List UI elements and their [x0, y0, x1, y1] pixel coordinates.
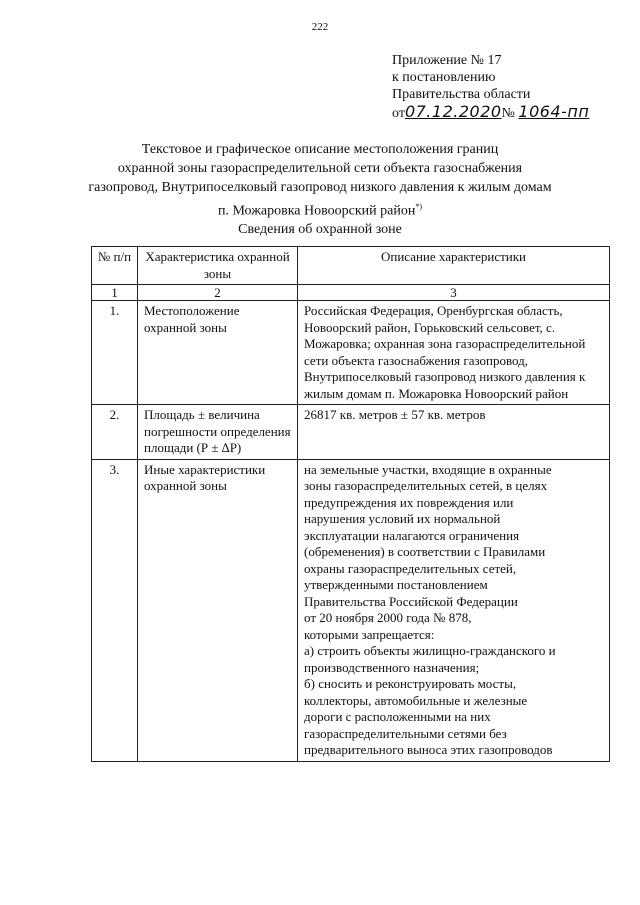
table-row: [92, 301, 610, 405]
desc-line: утвержденными постановлением: [304, 577, 488, 592]
table-row: [92, 405, 610, 460]
title-line-1: Текстовое и графическое описание местоположения границ: [141, 142, 499, 157]
index-cell-1: 1: [92, 285, 138, 301]
title-line-2: охранной зоны газораспределительной сети объекта газоснабжения: [117, 161, 523, 176]
desc-line: производственного назначения;: [304, 659, 480, 675]
header-number: № п/п: [92, 247, 138, 285]
desc-line: охраны газораспределительных сетей,: [304, 560, 517, 576]
page-number: 222: [311, 21, 329, 33]
desc-line: которыми запрещается:: [304, 626, 435, 642]
desc-line: нарушения условий их нормальной: [304, 511, 501, 526]
appendix-line-3: Правительства области: [392, 87, 531, 102]
appendix-line-2: к постановлению: [392, 70, 496, 85]
row-number: 1.: [92, 301, 138, 405]
header-description: Описание характеристики: [298, 247, 610, 285]
row-description: Российская Федерация, Оренбургская область, Новоорский район, Горьковский сельсовет, с. Можаровка; охранная зона газораспределительной сети объекта газоснабжения газопровод, Внутрипоселковый газопровод низкого давления к жилым домам п. Можаровка Новоорский район: [298, 301, 610, 405]
table-header-row: [92, 247, 610, 285]
desc-line: от 20 ноября 2000 года № 878,: [304, 610, 472, 625]
appendix-line-1: Приложение № 17: [392, 53, 502, 68]
desc-line: газораспределительными сетями без: [304, 725, 507, 741]
table-index-row: [92, 285, 610, 301]
row-description: 26817 кв. метров ± 57 кв. метров: [298, 405, 610, 460]
index-cell-3: 3: [298, 285, 610, 301]
section-subtitle: Сведения об охранной зоне: [238, 222, 402, 237]
desc-line: (обременения) в соответствии с Правилами: [304, 544, 546, 559]
index-cell-2: 2: [138, 285, 298, 301]
desc-line: дороги с расположенными на них: [304, 709, 491, 724]
desc-line: Правительства Российской Федерации: [304, 593, 518, 609]
row-characteristic: Местоположение охранной зоны: [138, 301, 298, 405]
row-characteristic: Иные характеристики охранной зоны: [138, 459, 298, 761]
handwritten-number: 1064-пп: [518, 102, 590, 121]
title-line-4: п. Можаровка Новоорский район: [217, 203, 416, 219]
desc-line: коллекторы, автомобильные и железные: [304, 692, 528, 708]
decree-date-number: [392, 103, 589, 122]
row-number: 3.: [92, 459, 138, 761]
from-prefix: от: [392, 106, 405, 121]
row-description: [298, 459, 610, 761]
footnote-mark: *): [415, 202, 423, 211]
desc-line: предварительного выноса этих газопроводов: [304, 742, 553, 757]
title-line-3: газопровод, Внутрипоселковый газопровод низкого давления к жилым домам: [88, 180, 552, 195]
row-number: 2.: [92, 405, 138, 460]
handwritten-date: 07.12.2020: [404, 102, 502, 121]
desc-line: предупреждения их повреждения или: [304, 494, 514, 510]
desc-line: на земельные участки, входящие в охранные: [304, 461, 552, 477]
desc-line: зоны газораспределительных сетей, в целях: [304, 478, 548, 493]
zone-info-table: [91, 246, 610, 762]
desc-line: эксплуатации налагаются ограничения: [304, 527, 520, 543]
row-characteristic: Площадь ± величина погрешности определения площади (Р ± ∆Р): [138, 405, 298, 460]
appendix-block: [392, 52, 589, 122]
desc-line: б) сносить и реконструировать мосты,: [304, 676, 517, 691]
table-row: [92, 459, 610, 761]
desc-line: а) строить объекты жилищно-гражданского и: [304, 643, 556, 658]
number-prefix: №: [501, 106, 515, 121]
document-title: [60, 140, 580, 221]
header-characteristic: Характеристика охранной зоны: [138, 247, 298, 285]
